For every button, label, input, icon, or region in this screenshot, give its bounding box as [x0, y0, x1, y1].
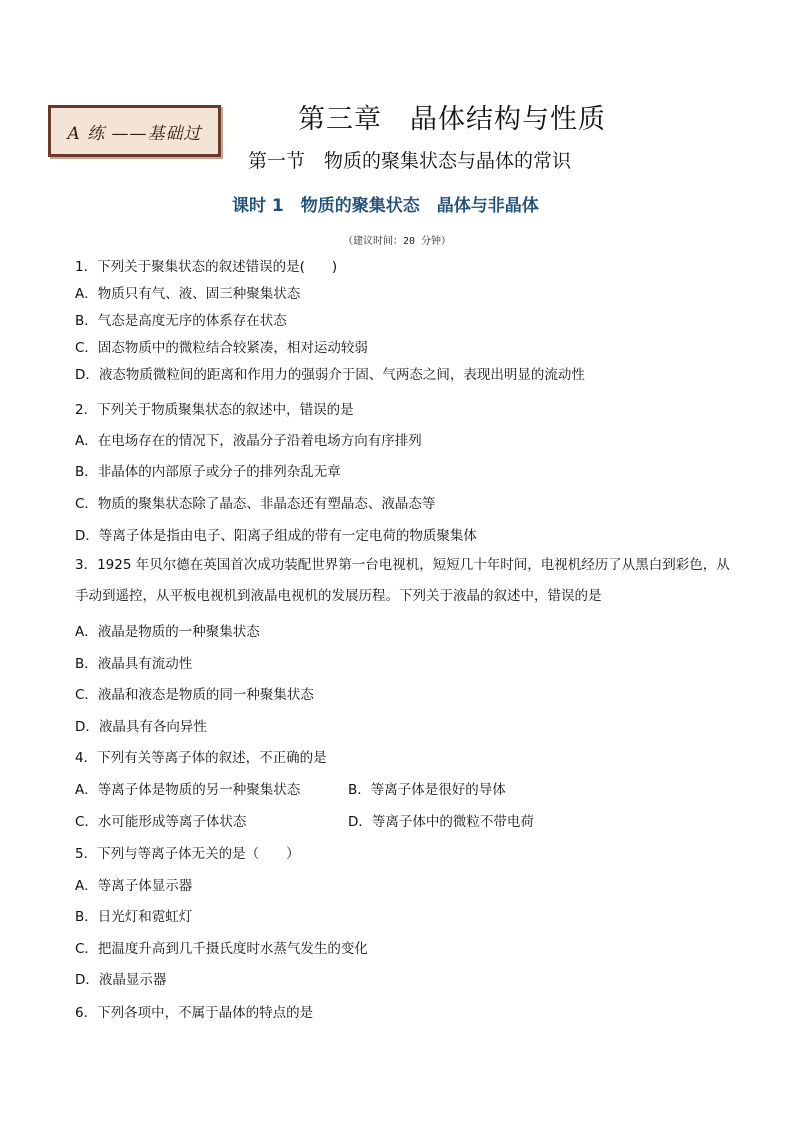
q3-option-d: D．液晶具有各向异性 — [75, 719, 207, 735]
question-6-stem: 6．下列各项中，不属于晶体的特点的是 — [75, 1005, 314, 1021]
q2-option-d: D．等离子体是指由电子、阳离子组成的带有一定电荷的物质聚集体 — [75, 528, 477, 544]
badge-text: A 练 ——基础过 — [67, 123, 202, 144]
time-note: （建议时间：20 分钟） — [342, 236, 452, 247]
q2-option-c: C．物质的聚集状态除了晶态、非晶态还有塑晶态、液晶态等 — [75, 496, 436, 512]
q2-option-a: A．在电场存在的情况下，液晶分子沿着电场方向有序排列 — [75, 433, 422, 449]
q3-option-c: C．液晶和液态是物质的同一种聚集状态 — [75, 687, 314, 703]
q4-option-b: B．等离子体是很好的导体 — [348, 782, 506, 798]
question-1-stem: 1．下列关于聚集状态的叙述错误的是( ) — [75, 259, 338, 275]
chapter-title: 第三章 晶体结构与性质 — [298, 104, 606, 135]
practice-badge — [48, 105, 221, 157]
q4-option-d: D．等离子体中的微粒不带电荷 — [348, 814, 534, 830]
section-title: 第一节 物质的聚集状态与晶体的常识 — [248, 150, 572, 172]
question-2-stem: 2．下列关于物质聚集状态的叙述中，错误的是 — [75, 402, 354, 418]
q1-option-d: D．液态物质微粒间的距离和作用力的强弱介于固、气两态之间，表现出明显的流动性 — [75, 367, 585, 383]
q5-option-c: C．把温度升高到几千摄氏度时水蒸气发生的变化 — [75, 941, 368, 957]
q1-option-a: A．物质只有气、液、固三种聚集状态 — [75, 286, 301, 302]
q1-option-c: C．固态物质中的微粒结合较紧凑，相对运动较弱 — [75, 340, 368, 356]
q2-option-b: B．非晶体的内部原子或分子的排列杂乱无章 — [75, 464, 341, 480]
q3-option-b: B．液晶具有流动性 — [75, 656, 193, 672]
q5-option-b: B．日光灯和霓虹灯 — [75, 909, 193, 925]
question-3-stem: 3．1925 年贝尔德在英国首次成功装配世界第一台电视机，短短几十年时间，电视机经历了从黑白到彩色，从手动到遥控，从平板电视机到液晶电视机的发展历程。下列关于液晶的叙述中，错误的是 — [75, 557, 730, 604]
question-4-stem: 4．下列有关等离子体的叙述，不正确的是 — [75, 750, 327, 766]
q5-option-d: D．液晶显示器 — [75, 972, 167, 988]
q4-option-a: A．等离子体是物质的另一种聚集状态 — [75, 782, 301, 798]
q4-option-c: C．水可能形成等离子体状态 — [75, 814, 247, 830]
q3-option-a: A．液晶是物质的一种聚集状态 — [75, 624, 260, 640]
q5-option-a: A．等离子体显示器 — [75, 878, 193, 894]
question-5-stem: 5．下列与等离子体无关的是（ ） — [75, 846, 300, 862]
lesson-title: 课时 1 物质的聚集状态 晶体与非晶体 — [232, 196, 539, 216]
q1-option-b: B．气态是高度无序的体系存在状态 — [75, 313, 287, 329]
